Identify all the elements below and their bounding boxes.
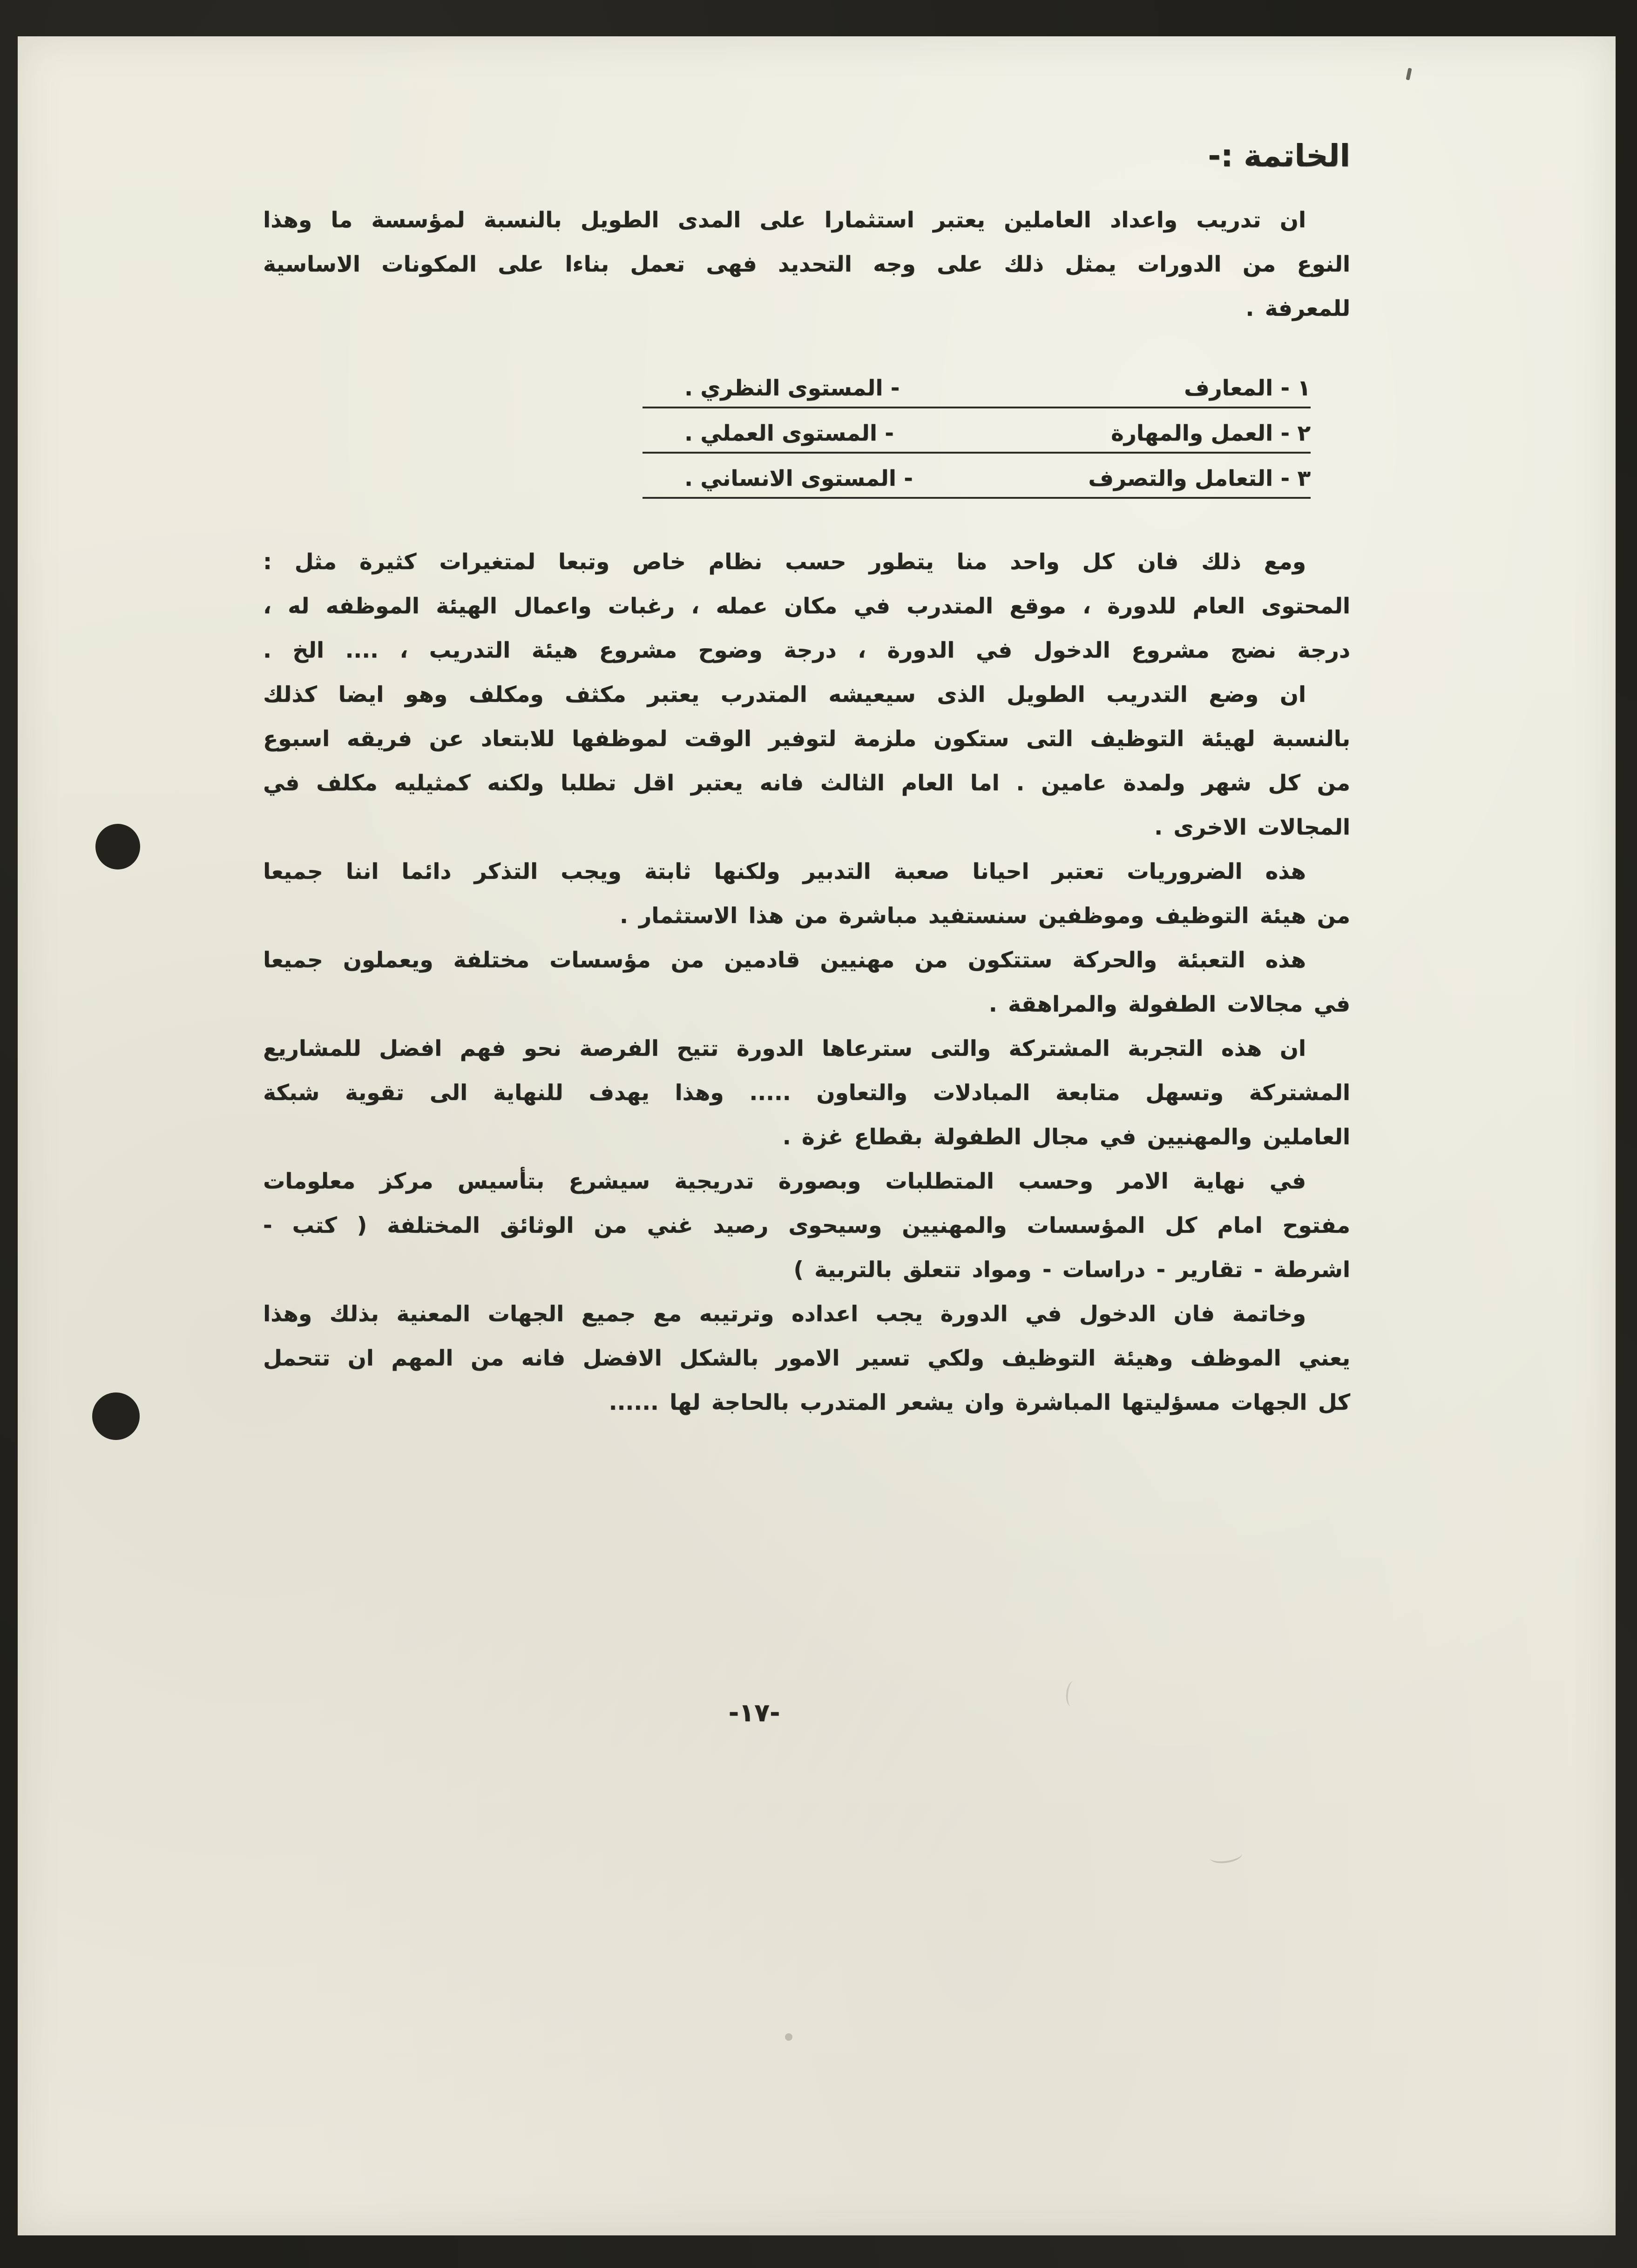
body-line: ان هذه التجربة المشتركة والتى سترعاها الدورة تتيح الفرصة نحو فهم افضل للمشاريع xyxy=(263,1036,1306,1061)
body-line: اشرطة - تقارير - دراسات - ومواد تتعلق بالتربية ) xyxy=(793,1257,1350,1283)
intro-line: النوع من الدورات يمثل ذلك على وجه التحديد فهى تعمل بناءا على المكونات الاساسية xyxy=(263,251,1350,277)
body-line: المشتركة وتسهل متابعة المبادلات والتعاون ..... وهذا يهدف للنهاية الى تقوية شبكة xyxy=(263,1080,1350,1106)
page-title: الخاتمة :- xyxy=(1208,138,1350,174)
body-line: كل الجهات مسؤليتها المباشرة وان يشعر المتدرب بالحاجة لها ...... xyxy=(609,1390,1350,1415)
pencil-smudge xyxy=(1209,1847,1243,1865)
ink-speck xyxy=(1406,68,1412,80)
body-line: في نهاية الامر وحسب المتطلبات وبصورة تدريجية سيشرع بتأسيس مركز معلومات xyxy=(263,1168,1306,1194)
body-line: يعني الموظف وهيئة التوظيف ولكي تسير الامور بالشكل الافضل فانه من المهم ان تتحمل xyxy=(263,1345,1350,1371)
document-content xyxy=(263,135,1350,1425)
body-line: هذه الضروريات تعتبر احيانا صعبة التدبير ولكنها ثابتة ويجب التذكر دائما اننا جميعا xyxy=(263,859,1306,884)
body-line: بالنسبة لهيئة التوظيف التى ستكون ملزمة لتوفير الوقت لموظفها للابتعاد عن فريقه اسبوع xyxy=(263,726,1350,752)
faint-mark xyxy=(1065,1681,1080,1707)
list-term: ٢ - العمل والمهارة xyxy=(1111,421,1311,446)
list-definition: - المستوى الانساني . xyxy=(684,466,913,491)
list-item xyxy=(643,415,1311,454)
list-definition: - المستوى العملي . xyxy=(684,421,894,446)
body-line: وخاتمة فان الدخول في الدورة يجب اعداده وترتيبه مع جميع الجهات المعنية بذلك وهذا xyxy=(263,1301,1306,1327)
body-line: هذه التعبئة والحركة ستتكون من مهنيين قادمين من مؤسسات مختلفة ويعملون جميعا xyxy=(263,947,1306,973)
list-term: ١ - المعارف xyxy=(1184,375,1311,401)
list-item xyxy=(643,370,1311,408)
document-page xyxy=(18,36,1616,2235)
body-line: ان وضع التدريب الطويل الذى سيعيشه المتدرب يعتبر مكثف ومكلف وهو ايضا كذلك xyxy=(263,682,1306,707)
hole-punch-mark xyxy=(92,1392,140,1440)
list-definition: - المستوى النظري . xyxy=(684,375,900,401)
hole-punch-mark xyxy=(95,824,140,869)
body-line: المحتوى العام للدورة ، موقع المتدرب في مكان عمله ، رغبات واعمال الهيئة الموظفه له ، xyxy=(263,593,1350,619)
body-line: مفتوح امام كل المؤسسات والمهنيين وسيحوى رصيد غني من الوثائق المختلفة ( كتب - xyxy=(263,1213,1350,1238)
page-number: -١٧- xyxy=(728,1698,780,1727)
intro-line: للمعرفة . xyxy=(1245,296,1350,321)
body-line: المجالات الاخرى . xyxy=(1154,815,1350,840)
body-line: العاملين والمهنيين في مجال الطفولة بقطاع غزة . xyxy=(782,1124,1350,1150)
list-item xyxy=(643,461,1311,499)
body-line: من كل شهر ولمدة عامين . اما العام الثالث فانه يعتبر اقل تطلبا ولكنه كمثيليه مكلف في xyxy=(263,770,1350,796)
body-line: ومع ذلك فان كل واحد منا يتطور حسب نظام خاص وتبعا لمتغيرات كثيرة مثل : xyxy=(263,549,1306,575)
intro-line: ان تدريب واعداد العاملين يعتبر استثمارا على المدى الطويل بالنسبة لمؤسسة ما وهذا xyxy=(263,207,1306,233)
knowledge-levels-list xyxy=(643,370,1311,499)
body-line: في مجالات الطفولة والمراهقة . xyxy=(988,991,1350,1017)
paper-speck xyxy=(785,2033,792,2041)
body-line: درجة نضج مشروع الدخول في الدورة ، درجة وضوح مشروع هيئة التدريب ، .... الخ . xyxy=(263,638,1350,663)
list-term: ٣ - التعامل والتصرف xyxy=(1088,466,1311,491)
body-line: من هيئة التوظيف وموظفين سنستفيد مباشرة من هذا الاستثمار . xyxy=(619,903,1350,929)
